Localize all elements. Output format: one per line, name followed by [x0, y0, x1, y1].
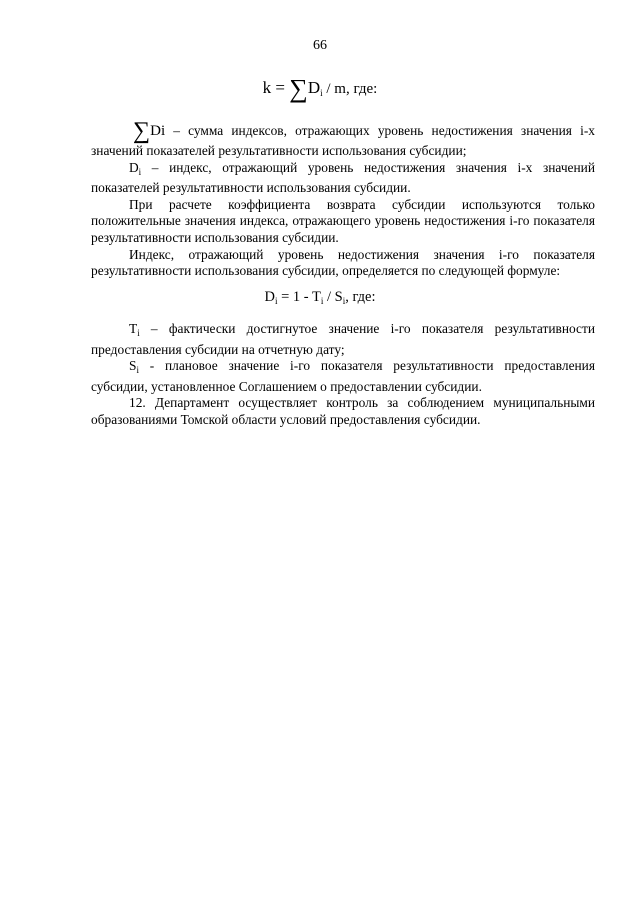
si-definition-paragraph	[91, 358, 595, 395]
page-number: 66	[313, 38, 327, 53]
formula-k-var: D	[307, 78, 321, 97]
si-sub: i	[136, 365, 139, 376]
ti-definition-paragraph	[91, 321, 595, 358]
sum-symbol: Di	[150, 123, 166, 139]
paragraph-12: 12. Департамент осуществляет контроль за соблюдением муниципальными образованиями Томской области условий предоставления субсидии.	[91, 395, 595, 427]
formula-d-sub-s: i	[342, 296, 346, 306]
index-intro-paragraph: Индекс, отражающий уровень недостижения значения i-го показателя результативности использования субсидии, определяется по следующей формуле:	[91, 246, 595, 279]
sigma-symbol-small: ∑	[133, 118, 151, 144]
formula-k-sub: i	[320, 88, 323, 98]
formula-d-div: / S	[323, 289, 343, 305]
formula-d	[0, 289, 640, 306]
sum-definition-text: – сумма индексов, отражающих уровень недостижения значения i-х значений показателей результативности использования субсидии;	[91, 123, 595, 158]
sum-definition-paragraph	[91, 119, 595, 160]
ti-var: T	[129, 321, 138, 336]
formula-d-sub-d: i	[274, 296, 278, 306]
ti-definition-text: – фактически достигнутое значение i-го показателя результативности предоставления субсидии на отчетную дату;	[91, 321, 595, 357]
di-var: D	[129, 159, 139, 175]
formula-k-lhs: k =	[262, 78, 290, 97]
sigma-symbol: ∑	[289, 74, 308, 103]
text-block-definitions	[91, 119, 595, 280]
si-definition-text: - плановое значение i-го показателя результативности предоставления субсидии, установленное Соглашением о предоставлении субсидии.	[91, 358, 595, 394]
formula-d-sub-t: i	[320, 296, 324, 306]
positive-values-paragraph: При расчете коэффициента возврата субсидии используются только положительные значения индекса, отражающего уровень недостижения i-го показателя результативности использования субсидии.	[91, 196, 595, 245]
di-definition-text: – индекс, отражающий уровень недостижения значения i-х значений показателей результативности использования субсидии.	[91, 159, 595, 196]
text-block-variables	[91, 321, 595, 429]
formula-d-rest: , где:	[345, 289, 376, 305]
formula-k-rest: / m, где:	[322, 81, 378, 97]
formula-k	[0, 76, 640, 102]
di-sub: i	[138, 166, 142, 177]
di-definition-paragraph	[91, 160, 595, 197]
si-var: S	[129, 358, 137, 374]
formula-d-eq: = 1 - T	[277, 289, 321, 305]
ti-sub: i	[137, 328, 140, 338]
formula-d-var: D	[264, 289, 275, 305]
